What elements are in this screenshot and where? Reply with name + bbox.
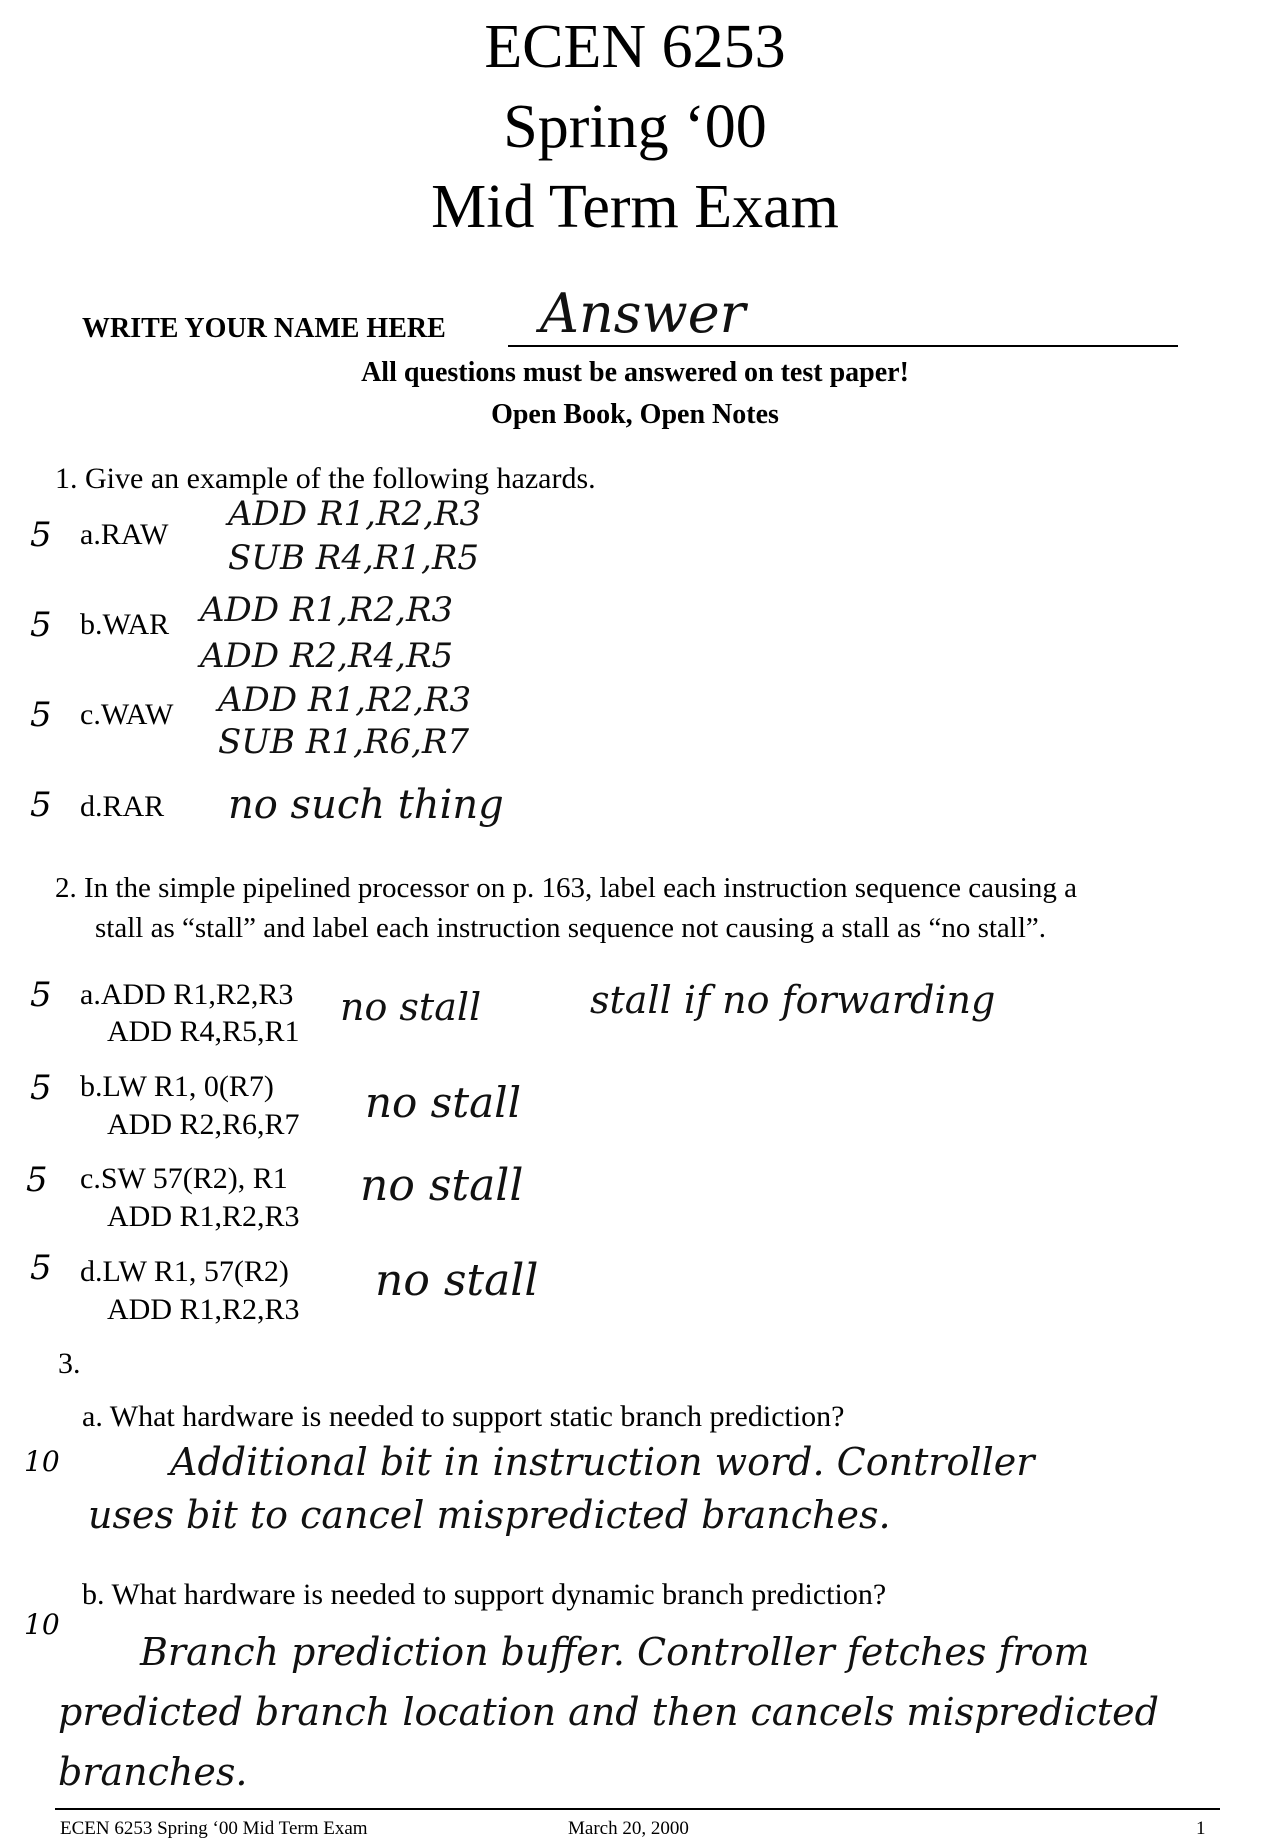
q3b-answer-line2: predicted branch location and then cancels mispredicted [58, 1690, 1159, 1734]
q1d-mark: 5 [30, 785, 52, 825]
q1d-answer: no such thing [228, 782, 504, 828]
q3b-prompt: b. What hardware is needed to support dynamic branch prediction? [82, 1578, 887, 1611]
footer-exam-title: ECEN 6253 Spring ‘00 Mid Term Exam [60, 1818, 368, 1839]
q3b-mark: 10 [24, 1608, 60, 1641]
q1c-answer-line1: ADD R1,R2,R3 [218, 680, 472, 720]
exam-term: Spring ‘00 [503, 93, 767, 161]
q3b-answer-line1: Branch prediction buffer. Controller fetches from [140, 1630, 1090, 1674]
q2-prompt-line1: 2. In the simple pipelined processor on p. 163, label each instruction sequence causing a [55, 872, 1077, 904]
exam-course-title: ECEN 6253 [484, 13, 786, 81]
q2c-line2: ADD R1,R2,R3 [107, 1200, 300, 1233]
q2a-line2: ADD R4,R5,R1 [107, 1015, 300, 1048]
footer-rule [55, 1808, 1220, 1810]
q2b-answer: no stall [365, 1078, 522, 1127]
q2b-line2: ADD R2,R6,R7 [107, 1108, 300, 1141]
q3-number: 3. [58, 1347, 81, 1380]
q2d-answer: no stall [375, 1255, 539, 1306]
q1a-answer-line1: ADD R1,R2,R3 [228, 494, 482, 534]
q3a-prompt: a. What hardware is needed to support static branch prediction? [82, 1400, 845, 1433]
q3a-answer-line1: Additional bit in instruction word. Controller [170, 1440, 1035, 1484]
q1b-answer-line2: ADD R2,R4,R5 [200, 636, 454, 676]
q3a-answer-line2: uses bit to cancel mispredicted branches. [88, 1493, 891, 1537]
q1d-label: d.RAR [80, 790, 165, 823]
open-book-text: Open Book, Open Notes [491, 399, 779, 430]
q2b-mark: 5 [30, 1068, 52, 1108]
q1b-answer-line1: ADD R1,R2,R3 [200, 590, 454, 630]
q2d-mark: 5 [30, 1248, 52, 1288]
name-label: WRITE YOUR NAME HERE [82, 313, 446, 344]
q1a-answer-line2: SUB R4,R1,R5 [228, 538, 480, 578]
q1c-mark: 5 [30, 695, 52, 735]
q2a-mark: 5 [30, 975, 52, 1015]
q2c-answer: no stall [360, 1160, 524, 1211]
exam-name: Mid Term Exam [431, 173, 839, 241]
q1a-mark: 5 [30, 515, 52, 555]
q3b-answer-line3: branches. [58, 1750, 248, 1794]
q1c-label: c.WAW [80, 698, 174, 731]
q2c-mark: 5 [26, 1160, 48, 1200]
q2b-line1: b.LW R1, 0(R7) [80, 1070, 274, 1103]
q1b-label: b.WAR [80, 608, 170, 641]
q1-prompt: 1. Give an example of the following hazards. [55, 462, 596, 495]
q2-prompt-line2: stall as “stall” and label each instruction sequence not causing a stall as “no stall”. [95, 912, 1047, 944]
q1b-mark: 5 [30, 605, 52, 645]
q3a-mark: 10 [24, 1445, 60, 1478]
q2a-line1: a.ADD R1,R2,R3 [80, 978, 294, 1011]
q1c-answer-line2: SUB R1,R6,R7 [218, 722, 470, 762]
q1a-label: a.RAW [80, 518, 169, 551]
instruction-text: All questions must be answered on test paper! [361, 357, 909, 388]
handwritten-name: Answer [540, 282, 746, 345]
name-underline [508, 345, 1178, 347]
q2a-answer: no stall [340, 985, 482, 1029]
q2d-line2: ADD R1,R2,R3 [107, 1293, 300, 1326]
q2a-note: stall if no forwarding [590, 978, 996, 1022]
footer-page-number: 1 [1196, 1818, 1206, 1839]
footer-date: March 20, 2000 [568, 1818, 689, 1839]
q2d-line1: d.LW R1, 57(R2) [80, 1255, 289, 1288]
q2c-line1: c.SW 57(R2), R1 [80, 1162, 288, 1195]
